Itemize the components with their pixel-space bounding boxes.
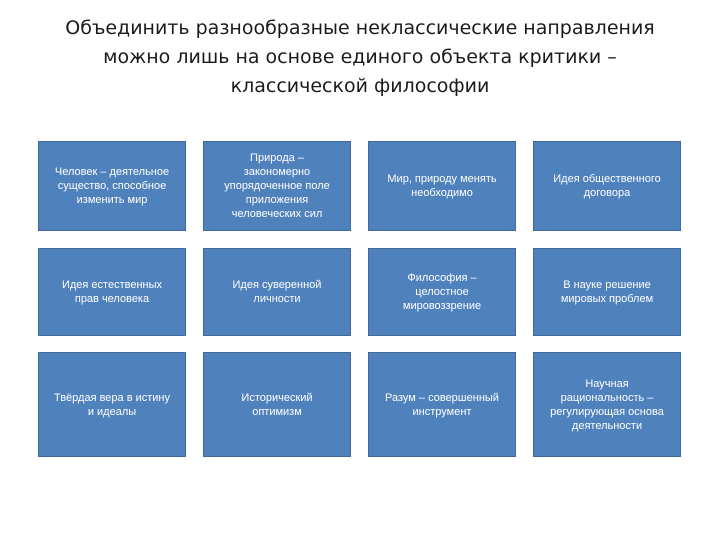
title-line-2: можно лишь на основе единого объекта критики – [103, 46, 617, 68]
concept-grid [38, 141, 684, 457]
box-line: рациональность – [560, 391, 654, 404]
box-line: и идеалы [87, 405, 137, 418]
box-line: существо, способное [57, 180, 167, 192]
concept-box-r1-c1 [38, 141, 186, 231]
title-line-1: Объединить разнообразные неклассические направления [65, 17, 655, 39]
title-line-3: классической философии [230, 75, 490, 97]
box-text [387, 172, 496, 200]
box-text [385, 391, 499, 419]
box-line: личности [253, 293, 301, 305]
box-line: Разум – совершенный [385, 391, 499, 404]
concept-box-r1-c2 [203, 141, 351, 231]
box-line: оптимизм [252, 405, 302, 418]
concept-box-r2-c3 [368, 248, 516, 336]
box-line: целостное [415, 286, 469, 298]
box-text [62, 278, 162, 306]
box-text [553, 172, 660, 200]
box-line: Мир, природу менять [387, 173, 497, 185]
box-line: человеческих сил [231, 208, 323, 220]
box-text [550, 377, 664, 433]
box-text [403, 271, 481, 313]
box-line: изменить мир [76, 194, 148, 206]
concept-box-r2-c1 [38, 248, 186, 336]
box-line: Человек – деятельное [54, 166, 170, 178]
box-line: Исторический [241, 391, 313, 404]
concept-box-r3-c2 [203, 352, 351, 457]
concept-box-r1-c4 [533, 141, 681, 231]
box-text [224, 151, 329, 221]
box-line: Идея естественных [61, 279, 163, 291]
box-line: необходимо [411, 187, 473, 199]
box-line: прав человека [74, 293, 150, 305]
box-line: упорядоченное поле [224, 180, 330, 192]
box-line: Природа – [250, 152, 304, 164]
box-line: регулирующая основа [550, 405, 664, 418]
box-line: мировоззрение [402, 300, 482, 312]
concept-box-r3-c3 [368, 352, 516, 457]
box-line: мировых проблем [560, 293, 654, 305]
box-line: приложения [245, 194, 309, 206]
box-text [241, 391, 312, 419]
box-text [561, 278, 653, 306]
box-line: инструмент [412, 405, 472, 418]
box-line: Идея общественного [553, 173, 661, 185]
slide-title [30, 14, 690, 101]
box-line: Идея суверенной [232, 279, 322, 291]
concept-box-r2-c2 [203, 248, 351, 336]
box-line: Научная [585, 377, 629, 390]
box-line: В науке решение [563, 279, 651, 291]
box-line: договора [583, 187, 631, 199]
concept-box-r3-c1 [38, 352, 186, 457]
box-line: деятельности [571, 419, 643, 432]
box-text [55, 165, 169, 207]
concept-box-r1-c3 [368, 141, 516, 231]
box-text [233, 278, 322, 306]
box-line: закономерно [243, 166, 311, 178]
box-line: Твёрдая вера в истину [53, 391, 171, 404]
box-line: Философия – [407, 272, 477, 284]
concept-box-r2-c4 [533, 248, 681, 336]
concept-box-r3-c4 [533, 352, 681, 457]
box-text [54, 391, 170, 419]
